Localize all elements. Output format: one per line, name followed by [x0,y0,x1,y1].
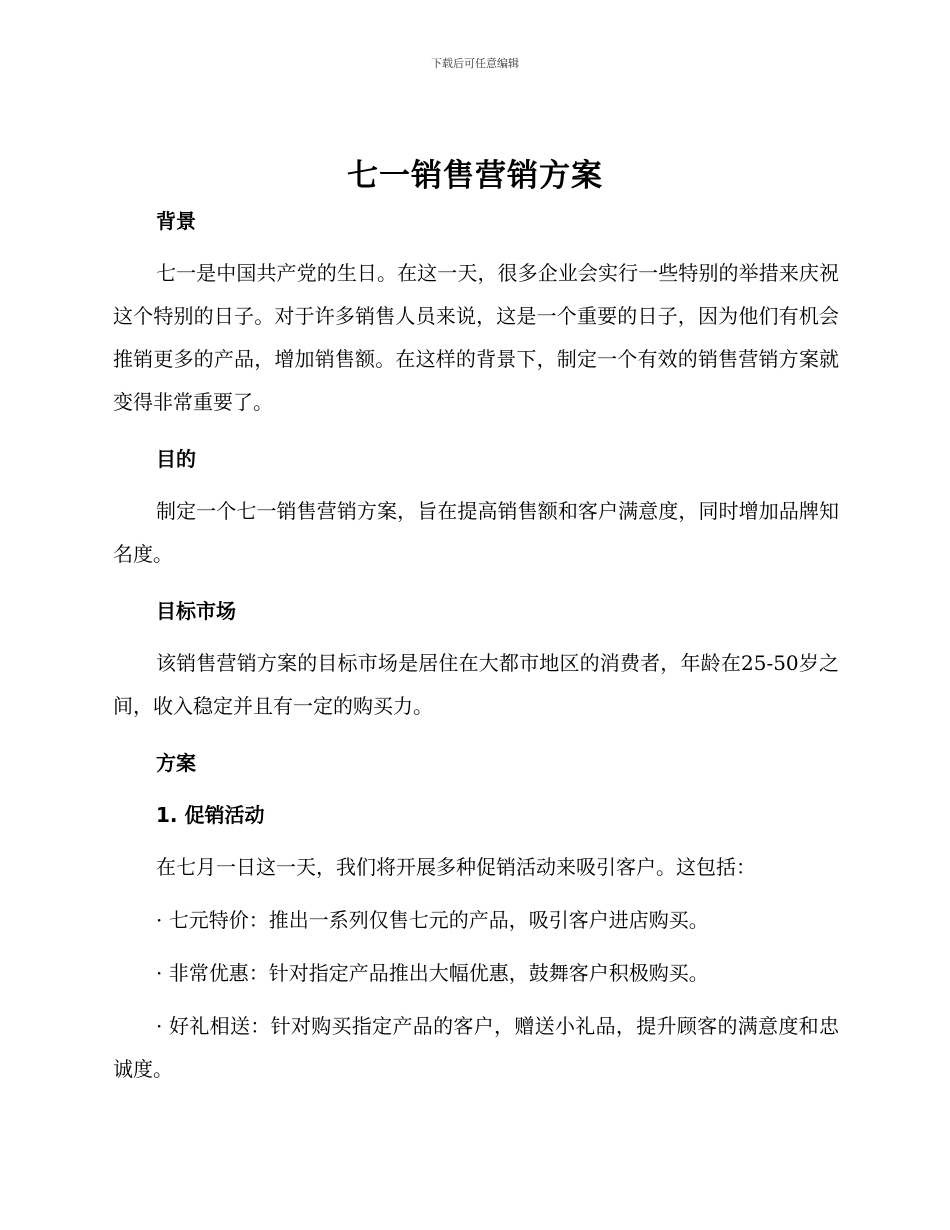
section-heading-target-market: 目标市场 [156,599,236,623]
section-text-background: 七一是中国共产党的生日。在这一天，很多企业会实行一些特别的举措来庆祝这个特别的日子。对于许多销售人员来说，这是一个重要的日子，因为他们有机会推销更多的产品，增加销售额。在这样的背景下，制定一个有效的销售营销方案就变得非常重要了。 [113,261,839,414]
subheading-promotion: 1. 促销活动 [156,803,265,827]
plan-intro: 在七月一日这一天，我们将开展多种促销活动来吸引客户。这包括： [156,855,756,879]
document-body [113,200,839,1091]
section-heading-plan: 方案 [156,751,196,775]
list-item: · 好礼相送：针对购买指定产品的客户，赠送小礼品，提升顾客的满意度和忠诚度。 [113,1014,839,1081]
section-text-purpose: 制定一个七一销售营销方案，旨在提高销售额和客户满意度，同时增加品牌知名度。 [113,499,839,566]
document-title: 七一销售营销方案 [347,158,603,194]
list-item: · 七元特价：推出一系列仅售七元的产品，吸引客户进店购买。 [156,908,709,932]
section-text-target-market: 该销售营销方案的目标市场是居住在大都市地区的消费者，年龄在25-50岁之间，收入稳定并且有一定的购买力。 [113,651,839,718]
section-heading-purpose: 目的 [156,447,196,471]
header-note: 下载后可任意编辑 [431,57,519,70]
list-item: · 非常优惠：针对指定产品推出大幅优惠，鼓舞客户积极购买。 [156,961,709,985]
section-heading-background: 背景 [156,209,196,233]
